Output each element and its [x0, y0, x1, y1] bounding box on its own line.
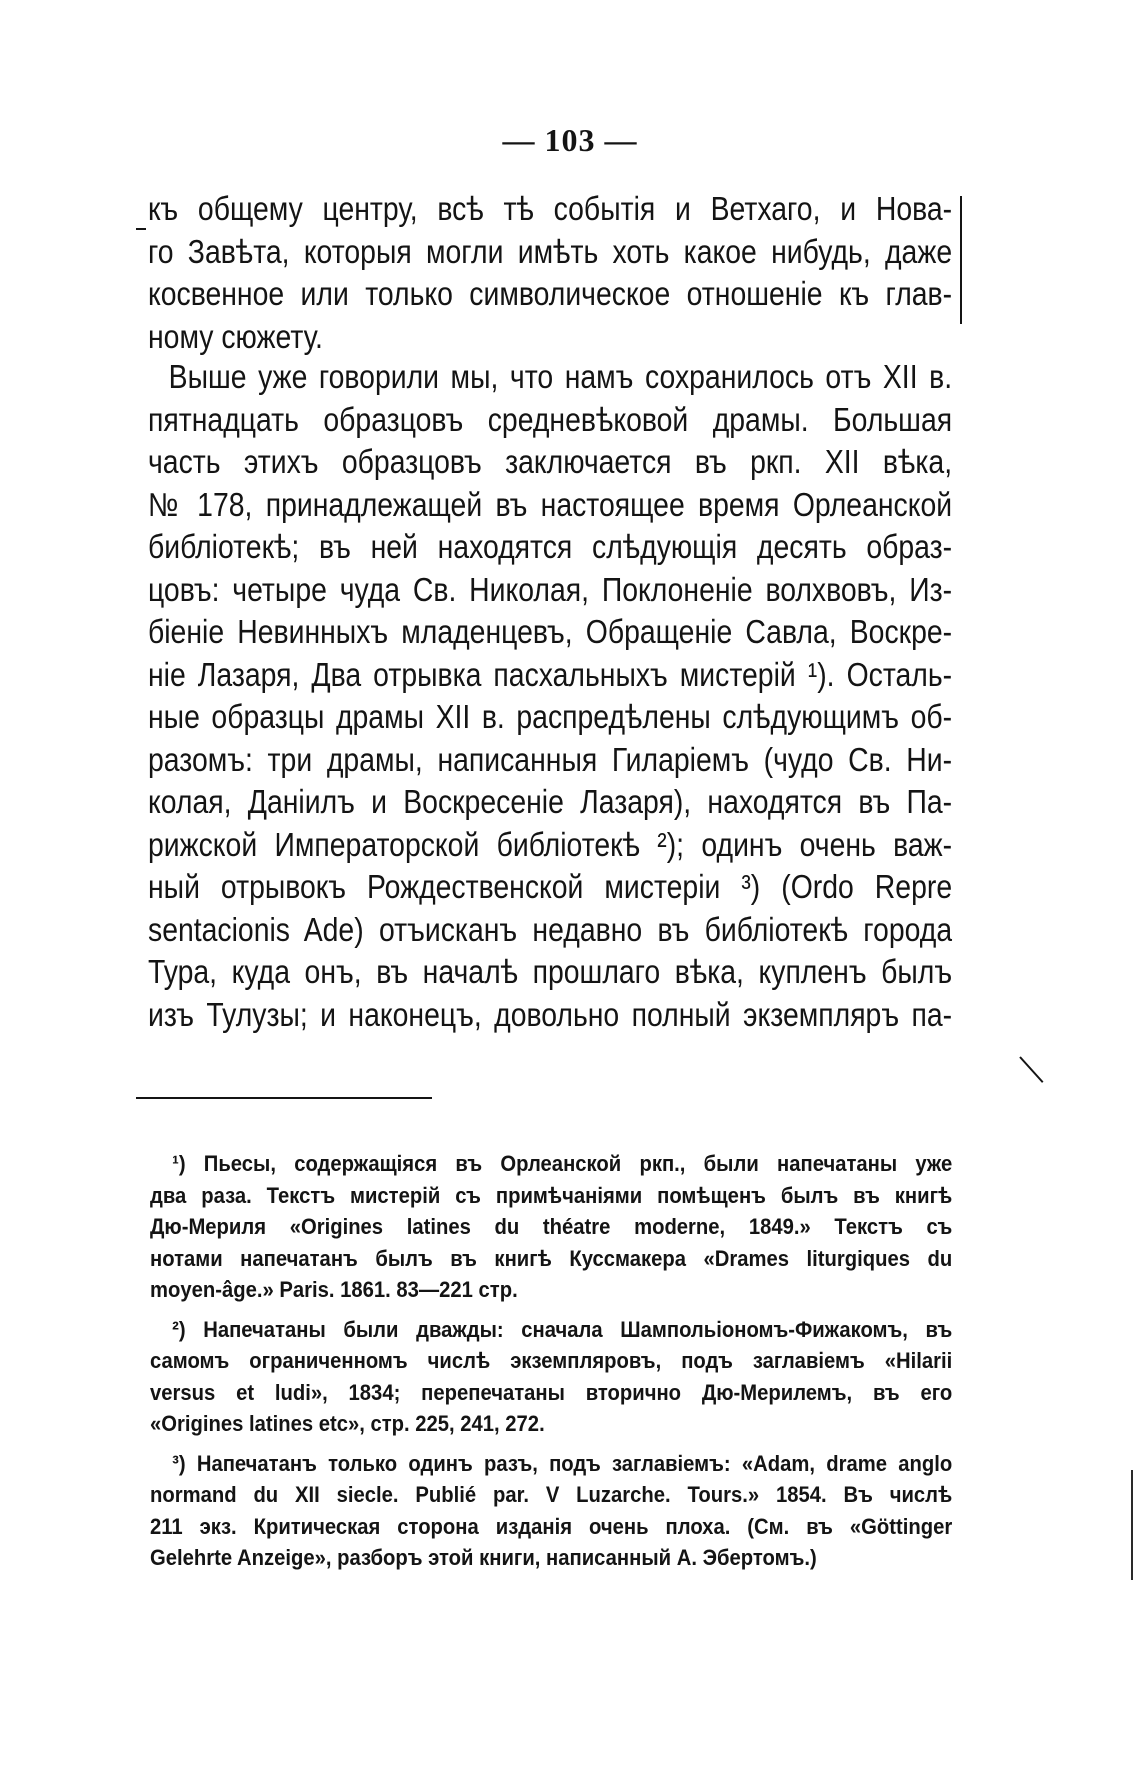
text-line: рижской Императорской библіотекѣ ²); одинъ очень важ- [148, 825, 953, 863]
footnote-3 [150, 1448, 953, 1574]
footnote-line: Gelehrte Anzeige», разборъ этой книги, написанный А. Эбертомъ.) [150, 1545, 817, 1570]
text-line: № 178, принадлежащей въ настоящее время Орлеанской [148, 485, 953, 523]
text-line: біеніе Невинныхъ младенцевъ, Обращеніе Савла, Воскре- [148, 613, 953, 650]
text-line: ніе Лазаря, Два отрывка пасхальныхъ мистерій ¹). Осталь- [148, 655, 953, 693]
footnote-line: 211 экз. Критическая сторона изданія очень плоха. (См. въ «Göttinger [150, 1513, 953, 1539]
paragraph-manuscripts [148, 356, 953, 1036]
text-line: Выше уже говорили мы, что намъ сохранилось отъ XII в. [168, 358, 953, 395]
footnote-line: moyen-âge.» Paris. 1861. 83—221 стр. [150, 1277, 518, 1302]
paragraph-continued [148, 188, 953, 358]
footnote-line: Дю-Мериля «Origines latines du théatre moderne, 1849.» Текстъ съ [150, 1214, 953, 1239]
footnote-1 [150, 1148, 953, 1306]
footnote-line: ²) Напечатаны были дважды: сначала Шампольіономъ-Фижакомъ, въ [172, 1316, 953, 1342]
text-line: къ общему центру, всѣ тѣ событія и Ветхаго, и Нова- [148, 190, 953, 227]
text-line: го Завѣта, которыя могли имѣть хоть какое нибудь, даже [148, 232, 953, 270]
footnote-separator [136, 1097, 432, 1099]
scan-artifact-mark [1019, 1056, 1043, 1083]
page-edge-shadow [1131, 1470, 1133, 1580]
footnote-line: самомъ ограниченномъ числѣ экземпляровъ, подъ заглавіемъ «Hilarii [150, 1348, 953, 1373]
text-line: sentacionis Ade) отъисканъ недавно въ библіотекѣ города [148, 910, 953, 948]
text-line: колая, Даніилъ и Воскресеніе Лазаря), находятся въ Па- [148, 783, 953, 820]
footnote-line: ¹) Пьесы, содержащіяся въ Орлеанской ркп., были напечатаны уже [172, 1151, 953, 1176]
footnote-line: «Origines latines etc», стр. 225, 241, 272. [150, 1411, 545, 1436]
footnote-line: два раза. Текстъ мистерій съ примѣчаніями помѣщенъ былъ въ книгѣ [150, 1182, 953, 1208]
text-line: ные образцы драмы XII в. распредѣлены слѣдующимъ об- [148, 698, 953, 735]
text-line: библіотекѣ; въ ней находятся слѣдующія десять образ- [148, 528, 953, 565]
footnote-line: versus et ludi», 1834; перепечатаны вторично Дю-Мерилемъ, въ его [150, 1379, 953, 1405]
margin-tick-mark [136, 228, 146, 230]
text-line: ному сюжету. [148, 317, 323, 355]
text-line: изъ Тулузы; и наконецъ, довольно полный экземпляръ па- [148, 995, 953, 1033]
footnote-line: normand du XII siecle. Publié par. V Luzarche. Tours.» 1854. Въ числѣ [150, 1482, 953, 1507]
text-line: косвенное или только символическое отношеніе къ глав- [148, 275, 953, 312]
page-number: — 103 — [502, 122, 638, 158]
text-line: Тура, куда онъ, въ началѣ прошлаго вѣка, купленъ былъ [148, 953, 953, 990]
text-line: цовъ: четыре чуда Св. Николая, Поклоненіе волхвовъ, Из- [148, 570, 953, 608]
text-line: разомъ: три драмы, написанныя Гиларіемъ (чудо Св. Ни- [148, 740, 953, 778]
footnote-2 [150, 1314, 953, 1440]
text-line: ный отрывокъ Рождественской мистеріи ³) (Ordo Repre [148, 868, 953, 905]
text-line: часть этихъ образцовъ заключается въ ркп. XII вѣка, [148, 443, 953, 480]
footnotes [150, 1148, 953, 1574]
margin-bracket-mark [954, 196, 962, 324]
text-line: пятнадцать образцовъ средневѣковой драмы. Большая [148, 400, 953, 438]
footnote-line: нотами напечатанъ былъ въ книгѣ Куссмакера «Drames liturgiques du [150, 1245, 953, 1271]
footnote-line: ³) Напечатанъ только одинъ разъ, подъ заглавіемъ: «Adam, drame anglo [172, 1450, 953, 1476]
